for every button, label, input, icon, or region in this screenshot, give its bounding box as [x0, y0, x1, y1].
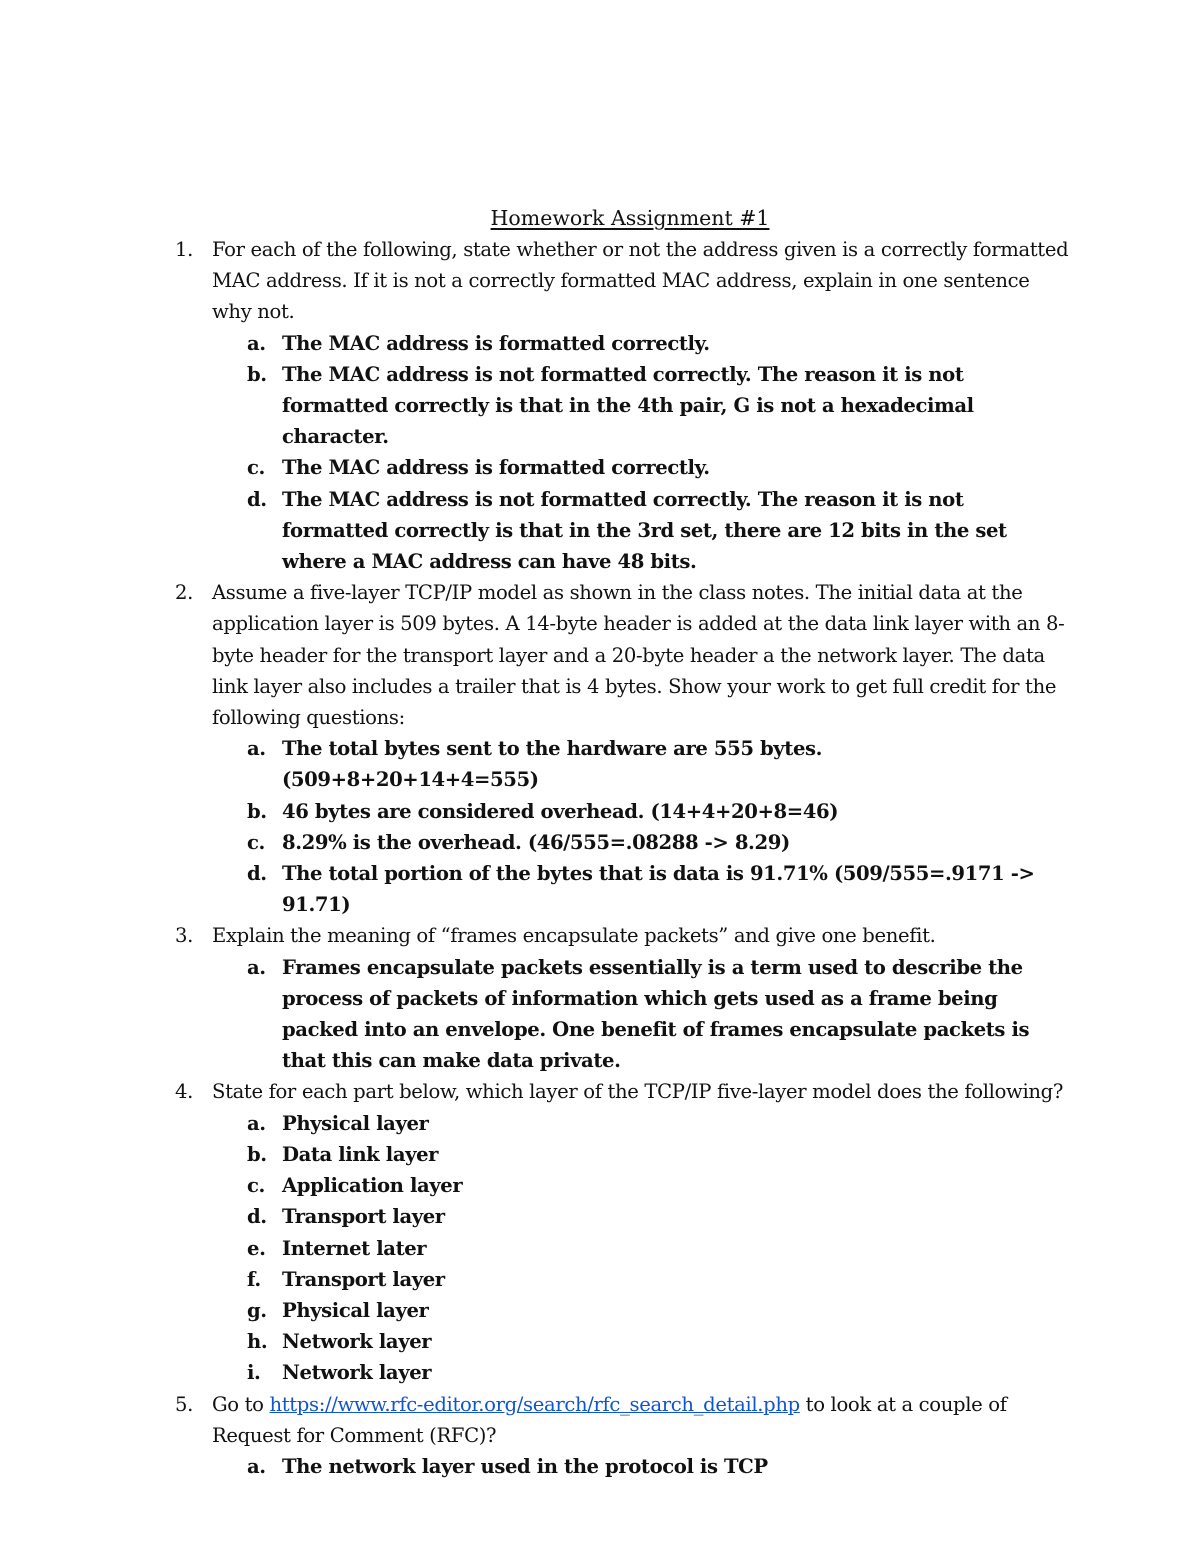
- answer-list: [0, 328, 1200, 578]
- answer-letter: a.: [247, 1111, 266, 1135]
- answer-item: [0, 733, 1200, 795]
- answer-text: 46 bytes are considered overhead. (14+4+20+8=46): [282, 799, 839, 823]
- answer-text: Physical layer: [282, 1111, 429, 1135]
- question-3: [0, 920, 1200, 1076]
- answer-text: The MAC address is formatted correctly.: [282, 456, 710, 480]
- answer-text: Network layer: [282, 1361, 432, 1385]
- question-prompt: [0, 577, 1200, 733]
- answer-item: [0, 1295, 1200, 1326]
- question-text-continued: to look at a couple of Request for Comment (RFC)?: [212, 1392, 1007, 1447]
- question-5: [0, 1389, 1200, 1483]
- answer-item: [0, 359, 1200, 453]
- answer-letter: d.: [247, 487, 267, 511]
- rfc-editor-link[interactable]: https://www.rfc-editor.org/search/rfc_search_detail.php: [269, 1392, 800, 1416]
- answer-list: [0, 1108, 1200, 1389]
- answer-text: The network layer used in the protocol is TCP: [282, 1454, 768, 1478]
- answer-text: Data link layer: [282, 1142, 439, 1166]
- answer-item: [0, 796, 1200, 827]
- answer-item: [0, 858, 1200, 920]
- answer-letter: c.: [247, 1174, 265, 1198]
- answer-letter: a.: [247, 737, 266, 761]
- question-1: [0, 234, 1200, 577]
- answer-item: [0, 1139, 1200, 1170]
- question-number: 3.: [175, 924, 193, 948]
- answer-list: [0, 1451, 1200, 1482]
- answer-text: The total bytes sent to the hardware are 555 bytes. (509+8+20+14+4=555): [282, 737, 823, 792]
- question-text: For each of the following, state whether or not the address given is a correctly formatted MAC address. If it is not a correctly formatted MAC address, explain in one sentence why not.: [212, 238, 1069, 324]
- answer-letter: e.: [247, 1236, 266, 1260]
- answer-letter: d.: [247, 862, 267, 886]
- answer-text: Network layer: [282, 1330, 432, 1354]
- answer-text: Transport layer: [282, 1205, 445, 1229]
- answer-item: [0, 452, 1200, 483]
- question-number: 5.: [175, 1392, 193, 1416]
- question-prompt: [0, 1389, 1200, 1451]
- answer-letter: d.: [247, 1205, 267, 1229]
- question-number: 4.: [175, 1080, 193, 1104]
- page-title: Homework Assignment #1: [490, 206, 770, 230]
- answer-text: The MAC address is not formatted correctly. The reason it is not formatted correctly is that in the 3rd set, there are 12 bits in the set where a MAC address can have 48 bits.: [282, 487, 1007, 574]
- answer-text: Internet later: [282, 1236, 427, 1260]
- answer-list: [0, 733, 1200, 920]
- answer-text: Transport layer: [282, 1267, 445, 1291]
- question-prompt: [0, 920, 1200, 951]
- question-number: 2.: [175, 581, 193, 605]
- question-text: Assume a five-layer TCP/IP model as shown in the class notes. The initial data at the application layer is 509 bytes. A 14-byte header is added at the data link layer with an 8-byte header for the transport layer and a 20-byte header a the network layer. The data link layer also includes a trailer that is 4 bytes. Show your work to get full credit for the following questions:: [212, 581, 1065, 730]
- answer-item: [0, 1264, 1200, 1295]
- answer-text: 8.29% is the overhead. (46/555=.08288 -> 8.29): [282, 830, 790, 854]
- answer-letter: c.: [247, 830, 265, 854]
- answer-letter: i.: [247, 1361, 261, 1385]
- answer-item: [0, 1451, 1200, 1482]
- answer-item: [0, 1326, 1200, 1357]
- answer-letter: g.: [247, 1298, 267, 1322]
- answer-item: [0, 1108, 1200, 1139]
- answer-item: [0, 1170, 1200, 1201]
- answer-letter: c.: [247, 456, 265, 480]
- question-number: 1.: [175, 238, 193, 261]
- question-prompt: [0, 1076, 1200, 1107]
- answer-item: [0, 827, 1200, 858]
- question-2: [0, 577, 1200, 920]
- answer-item: [0, 484, 1200, 578]
- answer-text: Application layer: [282, 1174, 463, 1198]
- answer-text: The MAC address is not formatted correctly. The reason it is not formatted correctly is that in the 4th pair, G is not a hexadecimal character.: [282, 362, 974, 449]
- question-text: Go to: [212, 1392, 270, 1416]
- answer-item: [0, 1233, 1200, 1264]
- answer-text: The MAC address is formatted correctly.: [282, 331, 710, 355]
- answer-text: Physical layer: [282, 1298, 429, 1322]
- answer-letter: a.: [247, 955, 266, 979]
- answer-letter: f.: [247, 1267, 261, 1291]
- question-text: State for each part below, which layer of the TCP/IP five-layer model does the following?: [212, 1080, 1063, 1104]
- answer-text: Frames encapsulate packets essentially is a term used to describe the process of packets of information which gets used as a frame being packed into an envelope. One benefit of frames encapsulate packets is that this can make data private.: [282, 955, 1030, 1073]
- answer-letter: a.: [247, 331, 266, 355]
- answer-item: [0, 1201, 1200, 1232]
- question-prompt: [0, 234, 1200, 328]
- answer-list: [0, 952, 1200, 1077]
- answer-letter: b.: [247, 1142, 267, 1166]
- question-list: [0, 234, 1200, 1482]
- question-text: Explain the meaning of “frames encapsulate packets” and give one benefit.: [212, 924, 936, 948]
- answer-letter: b.: [247, 799, 267, 823]
- answer-text: The total portion of the bytes that is data is 91.71% (509/555=.9171 -> 91.71): [282, 862, 1035, 917]
- answer-item: [0, 952, 1200, 1077]
- answer-item: [0, 1357, 1200, 1388]
- question-4: [0, 1076, 1200, 1388]
- answer-letter: b.: [247, 362, 267, 386]
- answer-item: [0, 328, 1200, 359]
- answer-letter: h.: [247, 1330, 268, 1354]
- answer-letter: a.: [247, 1454, 266, 1478]
